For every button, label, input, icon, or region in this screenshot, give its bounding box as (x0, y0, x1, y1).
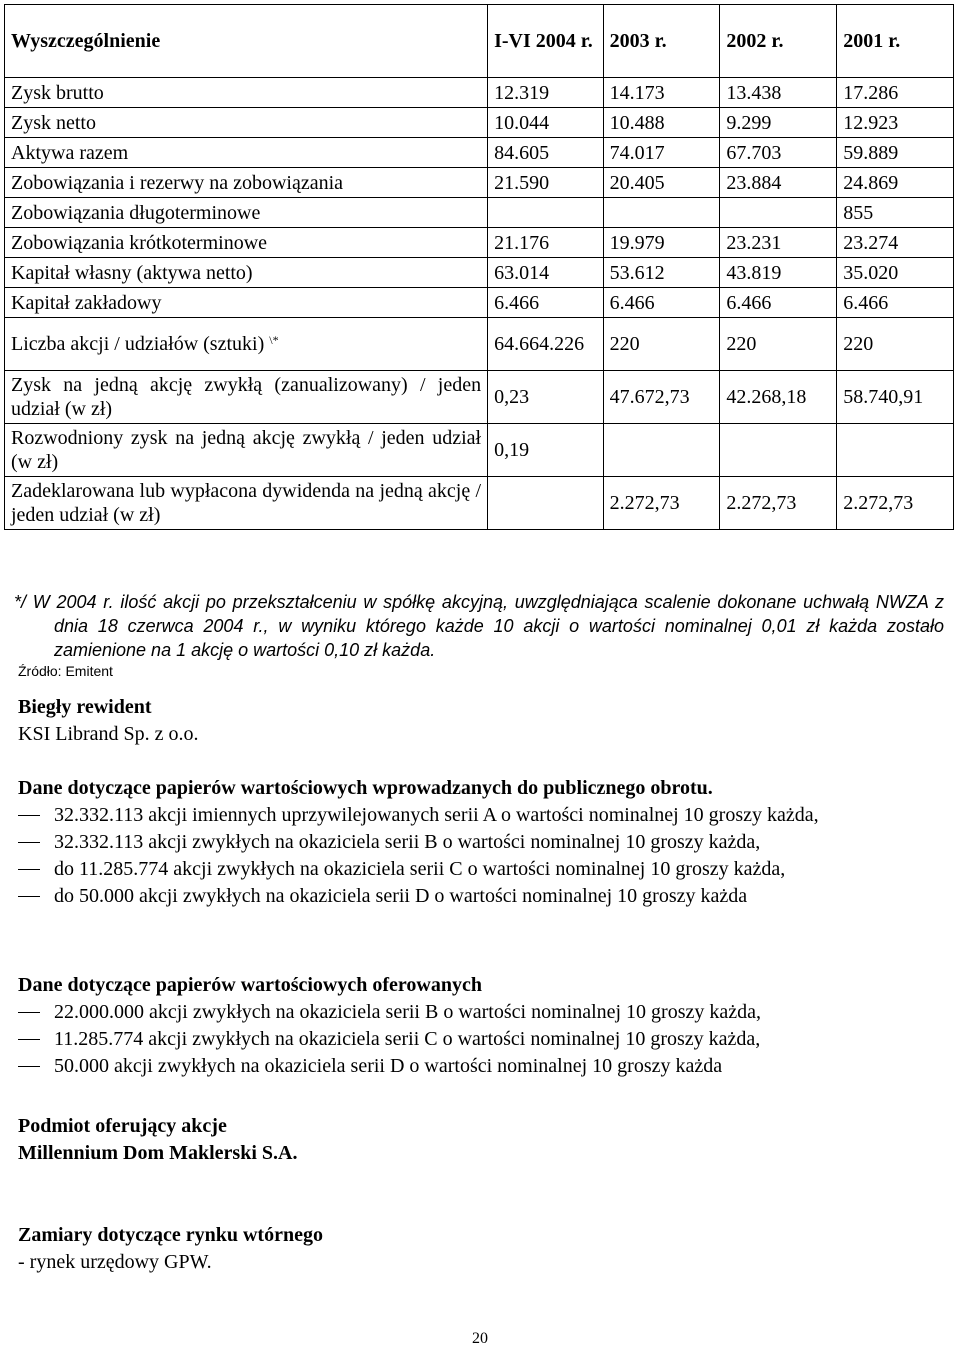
cell-value: 74.017 (603, 138, 720, 168)
cell-value: 2.272,73 (720, 477, 837, 530)
cell-value: 2.272,73 (837, 477, 954, 530)
row-label: Kapitał zakładowy (5, 288, 488, 318)
table-row (5, 318, 954, 371)
header-col-2004: I-VI 2004 r. (488, 5, 604, 78)
header-col-2003: 2003 r. (603, 5, 720, 78)
securities-offered-list (18, 999, 948, 1080)
cell-value (488, 477, 604, 530)
table-row (5, 288, 954, 318)
table-row (5, 258, 954, 288)
row-label: Zysk brutto (5, 78, 488, 108)
table-row (5, 228, 954, 258)
cell-value: 13.438 (720, 78, 837, 108)
offeror-name: Millennium Dom Maklerski S.A. (18, 1142, 298, 1164)
list-item: 32.332.113 akcji zwykłych na okaziciela serii B o wartości nominalnej 10 groszy każda, (18, 829, 948, 856)
list-item: 50.000 akcji zwykłych na okaziciela serii D o wartości nominalnej 10 groszy każda (18, 1053, 948, 1080)
page-number: 20 (472, 1330, 488, 1347)
cell-value: 14.173 (603, 78, 720, 108)
cell-value: 0,19 (488, 424, 604, 477)
cell-value (720, 424, 837, 477)
cell-value: 58.740,91 (837, 371, 954, 424)
list-item: 32.332.113 akcji imiennych uprzywilejowanych serii A o wartości nominalnej 10 groszy każda, (18, 802, 948, 829)
cell-value (603, 198, 720, 228)
list-item: do 11.285.774 akcji zwykłych na okaziciela serii C o wartości nominalnej 10 groszy każda, (18, 856, 948, 883)
cell-value: 10.044 (488, 108, 604, 138)
table-row (5, 108, 954, 138)
cell-value: 0,23 (488, 371, 604, 424)
footnote-text: */ W 2004 r. ilość akcji po przekształceniu w spółkę akcyjną, uwzględniająca scalenie dokonane uchwałą NWZA z dnia 18 czerwca 2004 r., w wyniku którego każde 10 akcji o wartości nominalnej 0,01 zł każda zostało zamienione na 1 akcję o wartości 0,10 zł każda. (14, 592, 944, 660)
cell-value: 84.605 (488, 138, 604, 168)
cell-value: 67.703 (720, 138, 837, 168)
cell-value: 53.612 (603, 258, 720, 288)
row-label: Zobowiązania krótkoterminowe (5, 228, 488, 258)
cell-value: 23.884 (720, 168, 837, 198)
cell-value: 6.466 (488, 288, 604, 318)
header-col-2001: 2001 r. (837, 5, 954, 78)
secondary-market-heading: Zamiary dotyczące rynku wtórnego (18, 1224, 323, 1246)
row-label: Aktywa razem (5, 138, 488, 168)
list-item: do 50.000 akcji zwykłych na okaziciela serii D o wartości nominalnej 10 groszy każda (18, 883, 948, 910)
table-row (5, 168, 954, 198)
cell-value: 17.286 (837, 78, 954, 108)
securities-introduced-heading: Dane dotyczące papierów wartościowych wprowadzanych do publicznego obrotu. (18, 777, 713, 799)
table-row (5, 78, 954, 108)
cell-value: 21.176 (488, 228, 604, 258)
cell-value: 64.664.226 (488, 318, 604, 371)
table-footnote (14, 590, 944, 662)
row-label: Zobowiązania długoterminowe (5, 198, 488, 228)
cell-value: 2.272,73 (603, 477, 720, 530)
cell-value: 63.014 (488, 258, 604, 288)
auditor-name: KSI Librand Sp. z o.o. (18, 723, 199, 745)
offeror-heading: Podmiot oferujący akcje (18, 1115, 227, 1137)
cell-value: 12.319 (488, 78, 604, 108)
row-label (5, 318, 488, 371)
table-row (5, 138, 954, 168)
cell-value: 12.923 (837, 108, 954, 138)
row-label: Kapitał własny (aktywa netto) (5, 258, 488, 288)
securities-offered-heading: Dane dotyczące papierów wartościowych oferowanych (18, 974, 482, 996)
cell-value: 220 (603, 318, 720, 371)
source-note: Źródło: Emitent (18, 663, 113, 679)
cell-value (488, 198, 604, 228)
cell-value: 9.299 (720, 108, 837, 138)
cell-value: 24.869 (837, 168, 954, 198)
cell-value: 42.268,18 (720, 371, 837, 424)
footnote-marker: \* (269, 333, 279, 347)
offeror-section (18, 1113, 948, 1167)
cell-value: 23.231 (720, 228, 837, 258)
cell-value: 6.466 (720, 288, 837, 318)
cell-value: 35.020 (837, 258, 954, 288)
header-col-2002: 2002 r. (720, 5, 837, 78)
auditor-heading: Biegły rewident (18, 696, 152, 718)
table-row (5, 477, 954, 530)
cell-value: 21.590 (488, 168, 604, 198)
securities-introduced-list (18, 802, 948, 910)
row-label-text: Liczba akcji / udziałów (sztuki) (11, 333, 265, 355)
row-label: Zysk na jedną akcję zwykłą (zanualizowany) / jeden udział (w zł) (5, 371, 488, 424)
financial-data-table (4, 4, 954, 530)
header-label: Wyszczególnienie (5, 5, 488, 78)
cell-value (720, 198, 837, 228)
table-header-row (5, 5, 954, 78)
cell-value (603, 424, 720, 477)
cell-value: 220 (720, 318, 837, 371)
list-item: 11.285.774 akcji zwykłych na okaziciela serii C o wartości nominalnej 10 groszy każda, (18, 1026, 948, 1053)
cell-value: 220 (837, 318, 954, 371)
row-label: Rozwodniony zysk na jedną akcję zwykłą / jeden udział (w zł) (5, 424, 488, 477)
cell-value: 23.274 (837, 228, 954, 258)
securities-offered-section (18, 972, 948, 1080)
cell-value: 6.466 (837, 288, 954, 318)
auditor-section (18, 694, 948, 748)
cell-value: 59.889 (837, 138, 954, 168)
cell-value (837, 424, 954, 477)
table-row (5, 198, 954, 228)
cell-value: 19.979 (603, 228, 720, 258)
table-row (5, 371, 954, 424)
cell-value: 10.488 (603, 108, 720, 138)
list-item: 22.000.000 akcji zwykłych na okaziciela serii B o wartości nominalnej 10 groszy każda, (18, 999, 948, 1026)
cell-value: 20.405 (603, 168, 720, 198)
securities-introduced-section (18, 775, 948, 910)
row-label: Zobowiązania i rezerwy na zobowiązania (5, 168, 488, 198)
row-label: Zysk netto (5, 108, 488, 138)
secondary-market-item: - rynek urzędowy GPW. (18, 1251, 212, 1273)
cell-value: 855 (837, 198, 954, 228)
table-row (5, 424, 954, 477)
cell-value: 6.466 (603, 288, 720, 318)
cell-value: 43.819 (720, 258, 837, 288)
secondary-market-section (18, 1222, 948, 1276)
row-label: Zadeklarowana lub wypłacona dywidenda na jedną akcję / jeden udział (w zł) (5, 477, 488, 530)
cell-value: 47.672,73 (603, 371, 720, 424)
